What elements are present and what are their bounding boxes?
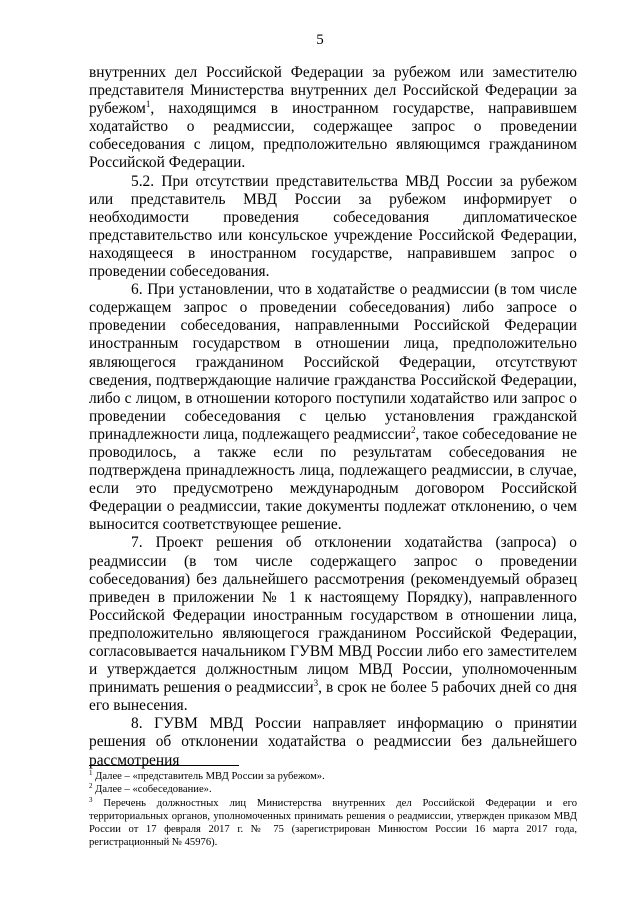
footnote-ref-1: 1: [145, 99, 151, 110]
footnote-ref-2: 2: [410, 424, 416, 435]
page-number: 5: [316, 32, 324, 48]
footnote-ref-3: 3: [313, 678, 319, 689]
footnote-3: $^3$ Перечень должностных лиц Министерства внутренних дел Российской Федерации и его территориальных органов, уполномоченных принимать решения о реадмиссии, утвержден приказом МВД России от 17 февраля 2017 г. № 75 (зарегистрирован Минюстом России 16 марта 2017 года, регистрационный № 45976).: [89, 795, 577, 849]
body-text: [89, 64, 577, 770]
footnotes: [89, 770, 577, 850]
paragraph-6: 6. При установлении, что в ходатайстве о реадмиссии (в том числе содержащем запрос о проведении собеседования) либо запросе о проведении собеседования, направленными Российской Федерации иностранным государством в отношении лица, предположительно являющегося гражданином Российской Федерации, отсутствуют сведения, подтверждающие наличие гражданства Российской Федерации, либо с лицом, в отношении которого поступили ходатайство или запрос о проведении собеседования с целью установления гражданской принадлежности лица, подлежащего реадмиссии$^2$, такое собеседование не проводилось, а также если по результатам собеседования не подтверждена принадлежность лица, подлежащего реадмиссии, в случае, если это предусмотрено международным договором Российской Федерации о реадмиссии, такие документы подлежат отклонению, о чем выносится соответствующее решение.: [89, 281, 577, 534]
paragraph-5-2: 5.2. При отсутствии представительства МВД России за рубежом или представитель МВД России за рубежом информирует о необходимости проведения собеседования дипломатическое представительство или консульское учреждение Российской Федерации, находящееся в иностранном государстве, направившем запрос о проведении собеседования.: [89, 172, 577, 281]
footnote-1: $^1$ Далее – «представитель МВД России за рубежом».: [89, 769, 325, 782]
footnote-separator: [89, 765, 239, 766]
paragraph-7: 7. Проект решения об отклонении ходатайства (запроса) о реадмиссии (в том числе содержащего запрос о проведении собеседования) без дальнейшего рассмотрения (рекомендуемый образец приведен в приложении № 1 к настоящему Порядку), направленного Российской Федерации иностранным государством в отношении лица, предположительно являющегося гражданином Российской Федерации, согласовывается начальником ГУВМ МВД России либо его заместителем и утверждается должностным лицом МВД России, уполномоченным принимать решения о реадмиссии$^3$, в срок не более 5 рабочих дней со дня его вынесения.: [89, 534, 577, 715]
footnote-2: $^2$ Далее – «собеседование».: [89, 782, 212, 796]
paragraph-continuation: внутренних дел Российской Федерации за рубежом или заместителю представителя Министерства внутренних дел Российской Федерации за рубежом$^1$, находящимся в иностранном государстве, направившем ходатайство о реадмиссии, содержащее запрос о проведении собеседования с лицом, предположительно являющимся гражданином Российской Федерации.: [89, 64, 577, 172]
paragraph-8: 8. ГУВМ МВД России направляет информацию о принятии решения об отклонении ходатайства о реадмиссии без дальнейшего рассмотрения: [89, 715, 577, 769]
